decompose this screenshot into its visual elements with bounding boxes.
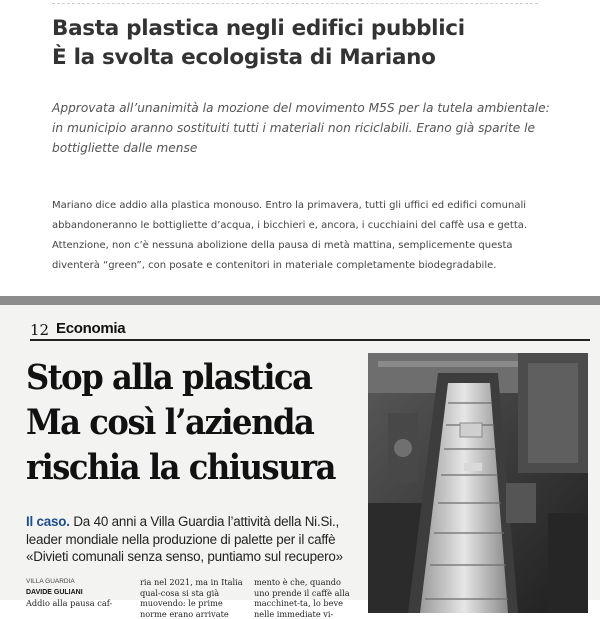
deck-text: Da 40 anni a Villa Guardia l’attività della Ni.Si., leader mondiale nella produzione di palette per il caffè «Divieti comunali senza senso, puntiamo sul recupero» <box>26 514 343 564</box>
byline-author: DAVIDE GULIANI <box>26 588 83 596</box>
headline-line-2: Ma così l’azienda <box>26 402 314 443</box>
newspaper-headline <box>26 355 339 490</box>
top-divider <box>52 3 538 4</box>
column-2-text: ria nel 2021, ma in Italia qual-cosa si sta già muovendo: le prime norme erano arrivate <box>140 577 243 619</box>
headline-line-3: rischia la chiusura <box>26 447 336 488</box>
factory-photo <box>368 353 588 613</box>
article-subtitle: Approvata all’unanimità la mozione del movimento M5S per la tutela ambientale: in municipio aranno sostituiti tutti i materiali non riciclabili. Erano già sparite le bottigliette dalle mense <box>52 101 550 155</box>
column-1-text: Addio alla pausa caf- <box>26 598 113 608</box>
newspaper-deck <box>26 513 366 566</box>
online-article <box>0 0 600 296</box>
article-body: Mariano dice addio alla plastica monouso. Entro la primavera, tutti gli uffici ed edifici comunali abbandoneranno le bottigliette d’acqua, i bicchieri e, ancora, i cucchiaini del caffè usa e getta. Attenzione, non c’è nessuna abolizione della pausa di metà mattina, semplicemente questa diventerà “green”, con posate e contenitori in materiale completamente biodegradabile. <box>52 200 528 271</box>
column-3-text: mento è che, quando uno prende il caffè alla macchinet-ta, lo beve nelle immediate vi- <box>254 577 350 619</box>
article-columns <box>26 577 366 617</box>
byline-place: VILLA GUARDIA <box>26 578 75 585</box>
page-header <box>30 319 590 341</box>
page-number: 12 <box>30 321 50 339</box>
article-title <box>52 14 572 72</box>
newspaper-clipping <box>0 296 600 619</box>
headline-line-1: Stop alla plastica <box>26 357 312 398</box>
machinery-illustration <box>368 353 588 613</box>
column-1 <box>26 577 130 609</box>
section-name: Economia <box>56 320 126 337</box>
article-title-line-2: È la svolta ecologista di Mariano <box>52 45 436 70</box>
article-title-line-1: Basta plastica negli edifici pubblici <box>52 16 465 41</box>
deck-kicker: Il caso. <box>26 514 70 529</box>
